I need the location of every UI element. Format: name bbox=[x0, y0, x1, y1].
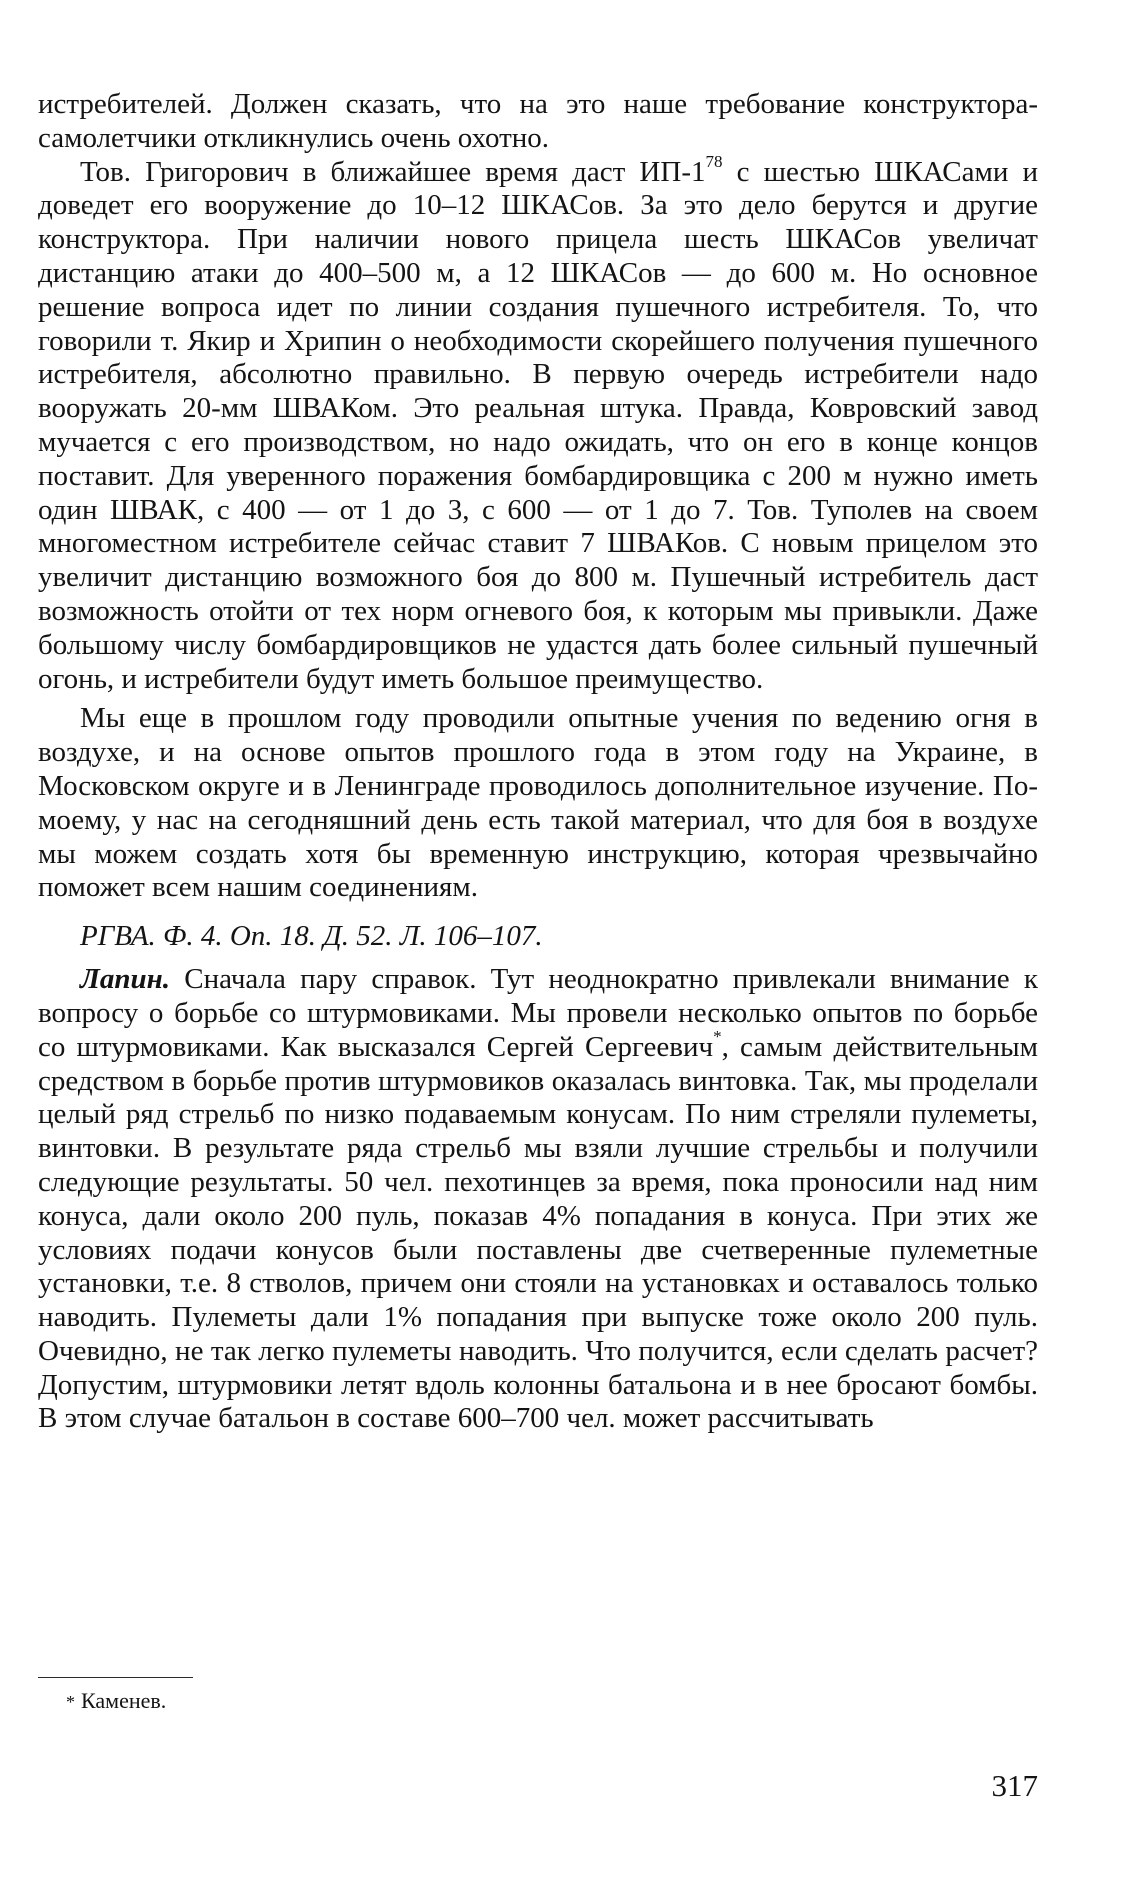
page-body bbox=[38, 88, 1038, 1436]
paragraph-3 bbox=[38, 702, 1038, 905]
speech-text-end: , самым действительным средством в борьбе против штурмовиков оказалась винтовка. Так, мы проделали целый ряд стрельб по низко подаваемым конусам. По ним стреляли пулеметы, винтовки. В результате ряда стрельб мы взяли лучшие стрельбы и получили следующие результаты. 50 чел. пехотинцев за время, пока проносили над ним конуса, дали около 200 пуль, показав 4% попадания в конуса. При этих же условиях подачи конусов были поставлены две счетверенные пулеметные установки, т.е. 8 стволов, причем они стояли на установках и оставалось только наводить. Пулеметы дали 1% попадания при выпуске тоже около 200 пуль. Очевидно, не так легко пулеметы наводить. Что получится, если сделать расчет? Допустим, штурмовики летят вдоль колонны батальона и в нее бросают бомбы. В этом случае батальон в составе 600–700 чел. может рассчитывать bbox=[38, 1030, 1038, 1435]
footnote-text: Каменев. bbox=[81, 1688, 167, 1713]
speech-paragraph bbox=[38, 963, 1038, 1436]
speaker-name: Лапин. bbox=[80, 963, 171, 996]
footnote bbox=[66, 1688, 166, 1715]
paragraph-1 bbox=[38, 88, 1038, 156]
footnote-divider bbox=[38, 1677, 193, 1678]
footnote-mark: * bbox=[66, 1692, 75, 1712]
archive-source-reference: РГВА. Ф. 4. Оп. 18. Д. 52. Л. 106–107. bbox=[80, 920, 543, 953]
page-number: 317 bbox=[991, 1768, 1038, 1803]
paragraph-2 bbox=[38, 151, 1039, 697]
paragraph-2-text-end: с шестью ШКАСами и доведет его вооружение до 10–12 ШКАСов. За это дело берутся и другие конструктора. При наличии нового прицела шесть ШКАСов увеличат дистанцию атаки до 400–500 м, а 12 ШКАСов — до 600 м. Но основное решение вопроса идет по линии создания пушечного истребителя. То, что говорили т. Якир и Хрипин о необходимости скорейшего получения пушечного истребителя, абсолютно правильно. В первую очередь истребители надо вооружать 20-мм ШВАКом. Это реальная штука. Правда, Ковровский завод мучается с его производством, но надо ожидать, что он его в конце концов поставит. Для уверенного поражения бомбардировщика с 200 м нужно иметь один ШВАК, с 400 — от 1 до 3, с 600 — от 1 до 7. Тов. Туполев на своем многоместном истребителе сейчас ставит 7 ШВАКов. С новым прицелом это увеличит дистанцию возможного боя до 800 м. Пушечный истребитель даст возможность отойти от тех норм огневого боя, к которым мы привыкли. Даже большому числу бомбардировщиков не удастся дать более сильный пушечный огонь, и истребители будут иметь большое преимущество. bbox=[38, 155, 1039, 695]
speech-text-start: Сначала пару справок. Тут неоднократно привлекали внимание к вопросу о борьбе со штурмовиками. Мы провели несколько опытов по борьбе со штурмовиками. Как высказался Сергей Сергеевич bbox=[38, 963, 1038, 1063]
paragraph-2-text-start: Тов. Григорович в ближайшее время даст ИП-1 bbox=[80, 155, 706, 188]
endnote-ref-78: 78 bbox=[705, 151, 723, 171]
paragraph-1-text: истребителей. Должен сказать, что на это наше требование конструктора-самолетчики откликнулись очень охотно. bbox=[38, 88, 1038, 154]
footnote-ref-asterisk: * bbox=[713, 1027, 722, 1047]
paragraph-3-text: Мы еще в прошлом году проводили опытные учения по ведению огня в воздухе, и на основе опытов прошлого года в этом году на Украине, в Московском округе и в Ленинграде проводилось дополнительное изучение. По-моему, у нас на сегодняшний день есть такой материал, что для боя в воздухе мы можем создать хотя бы временную инструкцию, которая чрезвычайно поможет всем нашим соединениям. bbox=[38, 702, 1038, 904]
